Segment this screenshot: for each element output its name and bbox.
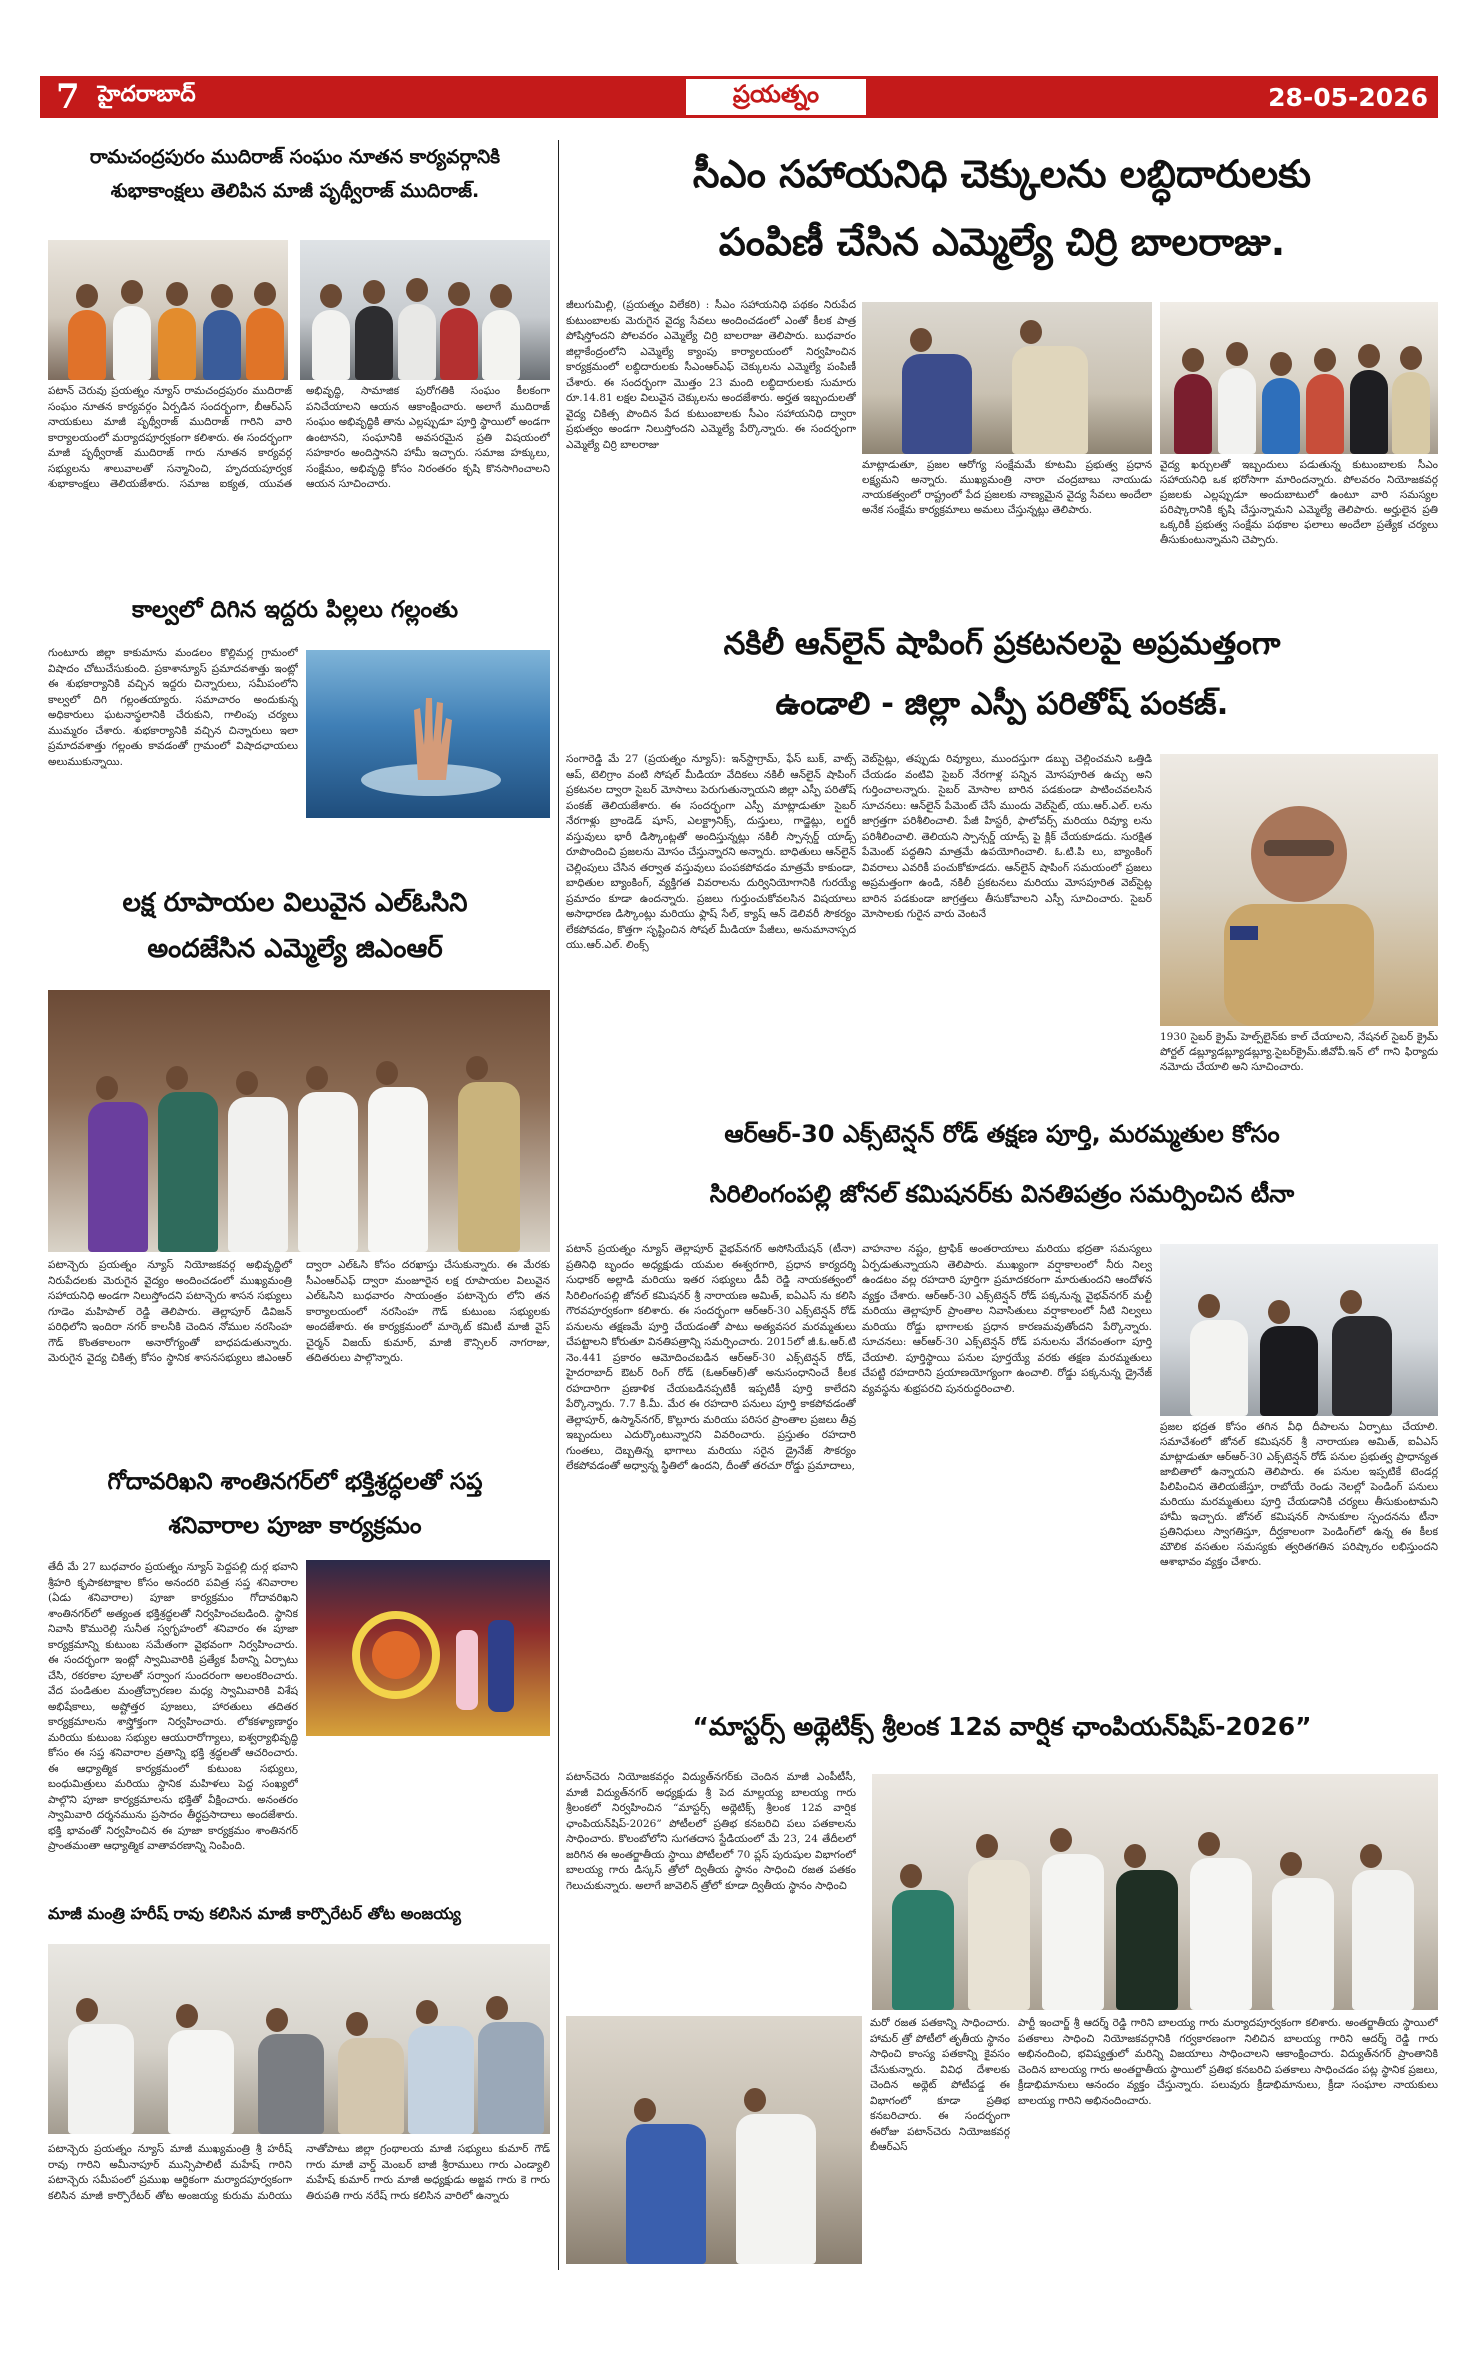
hand-in-water-illustration bbox=[306, 650, 550, 818]
saturday-headline bbox=[40, 1460, 550, 1552]
saturday-pooja-photo bbox=[306, 1560, 550, 1736]
rr30-headline-line1: ఆర్ఆర్-30 ఎక్స్‌టెన్షన్ రోడ్ తక్షణ పూర్తి, మరమ్మతుల కోసం bbox=[724, 1120, 1280, 1148]
masters-headline: “మాస్టర్స్ అథ్లెటిక్స్ శ్రీలంక 12వ వార్షిక ఛాంపియన్‌షిప్-2026” bbox=[692, 1712, 1312, 1741]
lead-photo-2 bbox=[1160, 302, 1438, 454]
mudiraj-headline-line1: రామచంద్రపురం ముదిరాజ్ సంఘం నూతన కార్యవర్గానికి bbox=[89, 146, 501, 168]
column-divider bbox=[558, 140, 559, 2270]
rr30-photo bbox=[1160, 1244, 1438, 1416]
lead-caption-left: మాట్లాడుతూ, ప్రజల ఆరోగ్య సంక్షేమమే కూటమి ప్రభుత్వ ప్రధాన లక్ష్యమని అన్నారు. ముఖ్యమంత్రి నారా చంద్రబాబు నాయుడు నాయకత్వంలో రాష్ట్రంలో పేద ప్రజలకు నాణ్యమైన వైద్య సేవలు అందేలా అనేక సంక్షేమ కార్యక్రమాలు అమలు చేస్తున్నట్లు తెలిపారు. bbox=[862, 459, 1152, 516]
mudiraj-headline-line2: శుభాకాంక్షలు తెలిపిన మాజీ పృథ్వీరాజ్ ముదిరాజ్. bbox=[110, 180, 480, 202]
fake-shopping-body-col1: సంగారెడ్డి మే 27 (ప్రయత్నం న్యూస్): ఇన్‌స్టాగ్రామ్, ఫేస్ బుక్, వాట్స్ ఆప్, టెలిగ్రాం వంటి సోషల్ మీడియా వేదికలు నకిలీ ఆన్‌లైన్ షాపింగ్ ప్రకటనల ద్వారా సైబర్ మోసాలు పెరుగుతున్నాయని జిల్లా ఎస్పీ పరితోష్ పంకజ్ తెలియజేశారు. ఈ సందర్భంగా ఎస్పీ మాట్లాడుతూ సైబర్ నేరగాళ్లు బ్రాండెడ్ షూస్, ఎలక్ట్రానిక్స్, దుస్తులు, గాడ్జెట్లు, లగ్జరీ వస్తువులు భారీ డిస్కౌంట్లతో అందిస్తున్నట్లు నకిలీ స్పాన్సర్డ్ యాడ్స్ రూపొందించి ప్రజలను మోసం చేస్తున్నారని అన్నారు. బాధితులు ఆన్‌లైన్ చెల్లింపులు చేసిన తర్వాత వస్తువులు పంపకపోవడం మాత్రమే కాకుండా, బాధితుల బ్యాంకింగ్, వ్యక్తిగత వివరాలను దుర్వినియోగానికి గురయ్యే ప్రమాదం కూడా ఉందన్నారు. ప్రజలు గుర్తుంచుకోవలసిన విషయాలు అసాధారణ డిస్కౌంట్లు మరియు ఫ్లాష్ సేల్, క్యాష్ ఆన్ డెలివరీ సౌకర్యం లేకపోవడం, కొత్తగా సృష్టించిన సోషల్ మీడియా పేజీలు, అనుమానాస్పద యు.ఆర్.ఎల్. లింక్స్ bbox=[566, 753, 856, 951]
drowning-photo bbox=[306, 650, 550, 818]
harish-caption: పటాన్చెరు ప్రయత్నం న్యూస్ మాజీ ముఖ్యమంత్రి శ్రీ హరీష్ రావు గారిని అమీనాపూర్ మున్సిపాలిటీ మహేష్ గారిని పటాన్చెరు సమీపంలో ప్రముఖ ఆర్థికంగా మర్యాదపూర్వకంగా కలిసిన మాజీ కార్పొరేటర్ తోట అంజయ్య కురుమ మరియు నాతోపాటు జిల్లా గ్రంథాలయ మాజీ సభ్యులు కుమార్ గౌడ్ గారు మాజీ వార్డ్ మెంబర్ బాజీ శ్రీరాములు గారు ఎండ్యాలి మహేష్ కుమార్ గారు మాజీ అధ్యక్షుడు అజ్జవ గారు కె గారు తిరుపతి గారు నరేష్ గారు కలిసిన వారిలో ఉన్నారు bbox=[48, 2143, 550, 2202]
lead-caption-right: వైద్య ఖర్చులతో ఇబ్బందులు పడుతున్న కుటుంబాలకు సీఎం సహాయనిధి ఒక భరోసాగా మారిందన్నారు. పోలవరం నియోజకవర్గ ప్రజలకు ఎల్లప్పుడూ అందుబాటులో ఉంటూ వారి సమస్యల పరిష్కారానికి కృషి చేస్తున్నామని ఎమ్మెల్యే తెలిపారు. అర్హులైన ప్రతి ఒక్కరికీ ప్రభుత్వ సంక్షేమ పథకాల ఫలాలు అందేలా ప్రత్యేక చర్యలు తీసుకుంటున్నామని చెప్పారు. bbox=[1160, 459, 1438, 546]
fake-shopping-caption: 1930 సైబర్ క్రైమ్ హెల్ప్‌లైన్‌కు కాల్ చేయాలని, నేషనల్ సైబర్ క్రైమ్ పోర్టల్ డబ్ల్యూడబ్ల్యూడబ్ల్యూ.సైబర్‌క్రైమ్.జీవోవీ.ఇన్ లో గాని ఫిర్యాదు నమోదు చేయాలి అని సూచించారు. bbox=[1160, 1031, 1438, 1073]
sp-portrait-photo bbox=[1160, 754, 1438, 1026]
police-officer-illustration bbox=[1160, 754, 1438, 1026]
lakh-loc-headline-line2: అందజేసిన ఎమ్మెల్యే జిఎంఆర్ bbox=[147, 934, 443, 964]
fake-shopping-headline-line2: ఉండాలి - జిల్లా ఎస్పీ పరితోష్ పంకజ్. bbox=[775, 686, 1229, 722]
lead-headline-line1: సీఎం సహాయనిధి చెక్కులను లబ్ధిదారులకు bbox=[692, 152, 1312, 196]
city-label: హైదరాబాద్ bbox=[97, 82, 196, 107]
saturday-headline-line2: శనివారాల పూజా కార్యక్రమం bbox=[168, 1513, 422, 1539]
rr30-headline bbox=[566, 1104, 1438, 1234]
mudiraj-photo-1 bbox=[48, 240, 288, 380]
pooja-altar-illustration bbox=[306, 1560, 550, 1736]
lead-body: జీలుగుమిల్లి, (ప్రయత్నం విలేకరి) : సీఎం సహాయనిధి పథకం నిరుపేద కుటుంబాలకు మెరుగైన వైద్య సేవలు అందించడంలో ఎంతో కీలక పాత్ర పోషిస్తోందని పోలవరం ఎమ్మెల్యే చిర్రి బాలరాజు తెలిపారు. బుధవారం జిల్లాకేంద్రంలోని ఎమ్మెల్యే క్యాంపు కార్యాలయంలో నిర్వహించిన కార్యక్రమంలో లబ్ధిదారులకు సీఎంఆర్ఎఫ్ చెక్కులను ఎమ్మెల్యే పంపిణీ చేశారు. ఈ సందర్భంగా మొత్తం 23 మంది లబ్ధిదారులకు సుమారు రూ.14.81 లక్షల విలువైన చెక్కులను అందజేశారు. అర్హత ఇబ్బందులతో వైద్య చికిత్స పొందిన పేద కుటుంబాలకు సీఎం సహాయనిధి ద్వారా ప్రభుత్వం అండగా నిలుస్తోందని ఎమ్మెల్యే పేర్కొన్నారు. ఈ సందర్భంగా ఎమ్మెల్యే చిర్రి బాలరాజు bbox=[566, 299, 856, 451]
lead-headline bbox=[566, 140, 1438, 290]
harish-headline: మాజీ మంత్రి హరీష్ రావు కలిసిన మాజీ కార్పొరేటర్ తోట అంజయ్య bbox=[48, 1904, 461, 1923]
lead-photo-1 bbox=[862, 302, 1152, 454]
paper-name: ప్రయత్నం bbox=[686, 79, 866, 115]
page-number: 7 bbox=[56, 77, 80, 117]
lakh-loc-headline-line1: లక్ష రూపాయల విలువైన ఎల్ఓసిని bbox=[122, 888, 468, 918]
rr30-body-col1: పటాన్ ప్రయత్నం న్యూస్ తెల్లాపూర్ వైభవ్‌నగర్ అసోసియేషన్ (టీనా) ప్రతినిధి బృందం అధ్యక్షుడు యమల ఈశ్వరగారి, ప్రధాన కార్యదర్శి సుధాకర్ అల్లాడి మరియు ఇతర సభ్యులు డీవీ రెడ్డి నాయకత్వంలో సిరిలింగంపల్లి జోనల్ కమిషనర్ శ్రీ నారాయణ అమిత్, ఐఏఎస్ ను కలిసి గౌరవపూర్వకంగా కలిశారు. ఈ సందర్భంగా ఆర్ఆర్-30 ఎక్స్‌టెన్షన్ రోడ్ పనులను తక్షణమే పూర్తి చేయడంతో పాటు అత్యవసర మరమ్మతులు చేపట్టాలని కోరుతూ వినతిపత్రాన్ని సమర్పించారు. 2015లో జీ.ఓ.ఆర్.టి నెం.441 ప్రకారం ఆమోదించబడిన ఆర్ఆర్-30 ఎక్స్‌టెన్షన్ రోడ్, హైదరాబాద్ ఔటర్ రింగ్ రోడ్ (ఓఆర్ఆర్)తో అనుసంధానించే కీలక రహదారిగా ప్రణాళిక చేయబడినప్పటికీ ఇప్పటికీ పూర్తి కాలేదని పేర్కొన్నారు. 7.7 కి.మీ. మేర ఈ రహదారి పనులు పూర్తి కాకపోవడంతో తెల్లాపూర్, ఉస్మాన్‌నగర్, కొల్లూరు మరియు పరిసర ప్రాంతాల ప్రజలు తీవ్ర ఇబ్బందులు ఎదుర్కొంటున్నారని వివరించారు. ప్రస్తుతం రహదారి గుంతలు, దెబ్బతిన్న భాగాలు మరియు సరైన డ్రైనేజ్ సౌకర్యం లేకపోవడంతో అధ్వాన్న స్థితిలో ఉందని, దీంతో తరచూ రోడ్డు ప్రమాదాలు, bbox=[566, 1243, 856, 1472]
masters-body-col2: మరో రజత పతకాన్ని సాధించారు. హామర్ త్రో పోటీలో తృతీయ స్థానం సాధించి కాంస్య పతకాన్ని కైవసం చేసుకున్నారు. వివిధ దేశాలకు చెందిన అథ్లెట్ పోటీపడ్డ ఈ విభాగంలో కూడా ప్రతిభ కనబరిచారు. ఈ సందర్భంగా ఈరోజు పటాన్‌చెరు నియోజకవర్గ బీఆర్ఎస్ bbox=[870, 2017, 1010, 2153]
mudiraj-headline bbox=[40, 140, 550, 230]
masters-body-col3: పార్టీ ఇంచార్జ్ శ్రీ ఆదర్శ్ రెడ్డి గారిని బాలయ్య గారు మర్యాదపూర్వకంగా కలిశారు. అంతర్జాతీయ స్థాయిలో పతకాలు సాధించి నియోజకవర్గానికి గర్వకారణంగా నిలిచిన బాలయ్య గారిని ఆదర్శ్ రెడ్డి గారు అభినందించి, భవిష్యత్తులో మరిన్ని విజయాలు సాధించాలని ఆకాంక్షించారు. విద్యుత్‌నగర్ ప్రాంతానికి చెందిన బాలయ్య గారు అంతర్జాతీయ స్థాయిలో ప్రతిభ కనబరిచి పతకాలు సాధించడం పట్ల స్థానిక ప్రజలు, క్రీడాభిమానులు ఆనందం వ్యక్తం చేస్తున్నారు. పలువురు క్రీడాభిమానులు, క్రీడా సంఘాల నాయకులు బాలయ్య గారిని అభినందించారు. bbox=[1018, 2017, 1438, 2107]
drowning-headline: కాల్వలో దిగిన ఇద్దరు పిల్లలు గల్లంతు bbox=[131, 597, 459, 623]
lead-headline-line2: పంపిణీ చేసిన ఎమ్మెల్యే చిర్రి బాలరాజు. bbox=[718, 220, 1286, 264]
masters-photo-1 bbox=[872, 1774, 1438, 2010]
mudiraj-body: పటాన్ చెరువు ప్రయత్నం న్యూస్ రామచంద్రపురం ముదిరాజ్ సంఘం నూతన కార్యవర్గం ఏర్పడిన సందర్భంగా, బీఆర్ఎస్ నాయకులు మాజీ పృథ్వీరాజ్ ముదిరాజ్ గారిని వారి కార్యాలయంలో మర్యాదపూర్వకంగా కలిశారు. ఈ సందర్భంగా మాజీ పృథ్వీరాజ్ ముదిరాజ్ గారు నూతన కార్యవర్గ సభ్యులను శాలువాలతో సన్మానించి, హృదయపూర్వక శుభాకాంక్షలు తెలియజేశారు. సమాజ ఐక్యత, యువత అభివృద్ధి, సామాజిక పురోగతికి సంఘం కీలకంగా పనిచేయాలని ఆయన ఆకాంక్షించారు. అలాగే ముదిరాజ్ సంఘం అభివృద్ధికి తాను ఎల్లప్పుడూ పూర్తి స్థాయిలో అండగా ఉంటానని, సంఘానికి అవసరమైన ప్రతి విషయంలో సహకారం అందిస్తానని హామీ ఇచ్చారు. సమాజ హక్కులు, సంక్షేమం, అభివృద్ధి కోసం నిరంతరం కృషి కొనసాగించాలని ఆయన సూచించారు. bbox=[48, 385, 550, 490]
rr30-body-col2: వాహనాల నష్టం, ట్రాఫిక్ అంతరాయాలు మరియు భద్రతా సమస్యలు ఏర్పడుతున్నాయని తెలిపారు. ముఖ్యంగా వర్షాకాలంలో నీరు నిల్వ ఉండటం వల్ల రహదారి పూర్తిగా ప్రమాదకరంగా మారుతుందని ఆందోళన వ్యక్తం చేశారు. ఆర్ఆర్-30 ఎక్స్‌టెన్షన్ రోడ్ పక్కనున్న వైభవ్‌నగర్ మల్టీ మరియు తెల్లాపూర్ ప్రాంతాల నివాసితులు వర్షాకాలంలో నీటి నిల్వలు మరియు రోడ్డు భాగాలకు ప్రధాన కారణమవుతోందని పేర్కొన్నారు. సూచనలు: ఆర్ఆర్-30 ఎక్స్‌టెన్షన్ రోడ్ పనులను వేగవంతంగా పూర్తి చేయాలి. పూర్తిస్థాయి పనుల పూర్తయ్యే వరకు తక్షణ మరమ్మతులు చేపట్టి రహదారిని ప్రయాణయోగ్యంగా ఉంచాలి. రోడ్డు పక్కనున్న డ్రైనేజ్ వ్యవస్థను శుభ్రపరచి పునరుద్ధరించాలి. bbox=[862, 1243, 1152, 1395]
saturday-body: తేదీ మే 27 బుధవారం ప్రయత్నం న్యూస్ పెద్దపల్లి దుర్గ భవాని శ్రీహరి కృపాకటాక్షాల కోసం అనందరి పవిత్ర సప్త శనివారాల (ఏడు శనివారాల) పూజా కార్యక్రమం గోదావరిఖని శాంతినగర్‌లో అత్యంత భక్తిశ్రద్ధలతో నిర్వహించబడింది. స్థానిక నివాసి కొమురెల్లి సునీత స్వగృహంలో శనివారం ఈ పూజా కార్యక్రమాన్ని కుటుంబ సమేతంగా వైభవంగా నిర్వహించారు. ఈ సందర్భంగా ఇంట్లో స్వామివారికి ప్రత్యేక పీఠాన్ని ఏర్పాటు చేసి, రకరకాల పూలతో సర్వాంగ సుందరంగా అలంకరించారు. వేద పండితుల మంత్రోచ్చారణల మధ్య స్వామివారికి విశేష అభిషేకాలు, అష్టోత్తర పూజలు, హారతులు తదితర కార్యక్రమాలను శాస్త్రోక్తంగా నిర్వహించారు. లోకకళ్యాణార్థం మరియు కుటుంబ సభ్యుల ఆయురారోగ్యాలు, ఐశ్వర్యాభివృద్ధి కోసం ఈ సప్త శనివారాల వ్రతాన్ని భక్తి శ్రద్ధలతో ఆచరించారు. ఈ ఆధ్యాత్మిక కార్యక్రమంలో కుటుంబ సభ్యులు, బంధుమిత్రులు మరియు స్థానిక మహిళలు పెద్ద సంఖ్యలో పాల్గొని పూజా కార్యక్రమాలను భక్తితో వీక్షించారు. అనంతరం స్వామివారి దర్శనమును ప్రసాదం తీర్థప్రసాదాలు అందజేశారు. భక్తి భావంతో నిర్వహించిన ఈ పూజా కార్యక్రమం శాంతినగర్ ప్రాంతమంతా ఆధ్యాత్మిక వాతావరణాన్ని నింపింది. bbox=[48, 1561, 298, 1852]
fake-shopping-body-col2: వెబ్‌సైట్లు, తప్పుడు రివ్యూలు, ముందస్తుగా డబ్బు చెల్లించమని ఒత్తిడి చేయడం వంటివి సైబర్ నేరగాళ్ల పన్నిన మోసపూరిత ఉచ్చు అని గుర్తించాలన్నారు. సైబర్ మోసాల బారిన పడకుండా పాటించవలసిన సూచనలు: ఆన్‌లైన్ పేమెంట్ చేసే ముందు వెబ్‌సైట్, యు.ఆర్.ఎల్. లను జాగ్రత్తగా పరిశీలించాలి. పేజీ హిస్టరీ, ఫాలోవర్స్ మరియు రివ్యూ లను పరిశీలించాలి. తెలియని స్పాన్సర్డ్ యాడ్స్ పై క్లిక్ చేయకూడదు. సురక్షిత పేమెంట్ పద్ధతిని మాత్రమే ఉపయోగించాలి. ఓ.టి.పి లు, బ్యాంకింగ్ వివరాలు ఎవరికీ పంచుకోకూడదు. ఆన్‌లైన్ షాపింగ్ సమయంలో ప్రజలు అప్రమత్తంగా ఉండి, నకిలీ ప్రకటనలు మరియు మోసపూరిత వెబ్‌సైట్ల బారిన పడకుండా జాగ్రత్తలు తీసుకోవాలని ఎస్పీ సూచించారు. సైబర్ మోసాలకు గురైన వారు వెంటనే bbox=[862, 753, 1152, 920]
lakh-loc-headline bbox=[40, 880, 550, 980]
fake-shopping-headline-line1: నకిలీ ఆన్‌లైన్ షాపింగ్ ప్రకటనలపై అప్రమత్తంగా bbox=[723, 626, 1281, 662]
issue-date: 28-05-2026 bbox=[1268, 82, 1428, 112]
lakh-loc-photo bbox=[48, 990, 550, 1252]
drowning-body: గుంటూరు జిల్లా కాకుమాను మండలం కొల్లిమర్ల గ్రామంలో విషాదం చోటుచేసుకుంది. ప్రకాశాన్యూస్ ప్రమాదవశాత్తు ఇంట్లో ఈ శుభకార్యానికి వచ్చిన ఇద్దరు చిన్నారులు, సమీపంలోని కాల్వలో దిగి గల్లంతయ్యారు. సమాచారం అందుకున్న అధికారులు ఘటనాస్థలానికి చేరుకుని, గాలింపు చర్యలు ముమ్మరం చేశారు. శుభకార్యానికి వచ్చిన చిన్నారులు ఇలా ప్రమాదవశాత్తు గల్లంతు కావడంతో గ్రామంలో విషాదఛాయలు అలుముకున్నాయి. bbox=[48, 647, 298, 768]
fake-shopping-headline bbox=[566, 614, 1438, 744]
lakh-loc-body: పటాన్చెరు ప్రయత్నం న్యూస్ నియోజకవర్గ అభివృద్ధిలో నిరుపేదలకు మెరుగైన వైద్యం అందించడంలో ముఖ్యమంత్రి సహాయనిధి అండగా నిలుస్తోందని పటాన్చెరు శాసన సభ్యులు గూడెం మహిపాల్ రెడ్డి తెలిపారు. తెల్లాపూర్ డివిజన్ పరిధిలోని ఇందిరా నగర్ కాలనీకి చెందిన నోముల నరసింహ గౌడ్ కొంతకాలంగా అనారోగ్యంతో బాధపడుతున్నారు. మెరుగైన వైద్య చికిత్స కోసం స్థానిక శాసనసభ్యులు జిఎంఆర్ ద్వారా ఎల్ఓసి కోసం దరఖాస్తు చేసుకున్నారు. ఈ మేరకు సీఎంఆర్ఎఫ్ ద్వారా మంజూరైన లక్ష రూపాయల విలువైన ఎల్ఓసిని బుధవారం సాయంత్రం పటాన్చెరు లోని తన కార్యాలయంలో నరసింహ గౌడ్ కుటుంబ సభ్యులకు అందజేశారు. ఈ కార్యక్రమంలో మార్కెట్ కమిటీ మాజీ వైస్ చైర్మన్ విజయ్ కుమార్, మాజీ కౌన్సిలర్ నాగరాజు, తదితరులు పాల్గొన్నారు. bbox=[48, 1259, 550, 1364]
mudiraj-photo-2 bbox=[300, 240, 550, 380]
masters-photo-2 bbox=[566, 2016, 862, 2264]
saturday-headline-line1: గోదావరిఖని శాంతినగర్‌లో భక్తిశ్రద్ధలతో సప్త bbox=[107, 1469, 483, 1495]
rr30-headline-line2: సిరిలింగంపల్లి జోనల్ కమిషనర్‌కు వినతిపత్రం సమర్పించిన టీనా bbox=[709, 1180, 1295, 1208]
rr30-caption: ప్రజల భద్రత కోసం తగిన వీధి దీపాలను ఏర్పాటు చేయాలి. సమావేశంలో జోనల్ కమిషనర్ శ్రీ నారాయణ అమిత్, ఐఏఎస్ మాట్లాడుతూ ఆర్ఆర్-30 ఎక్స్‌టెన్షన్ రోడ్ పనుల ప్రభుత్వ ప్రాధాన్యత జాబితాలో ఉన్నాయని తెలిపారు. ఈ పనుల ఇప్పటికే టెండర్ల పిలిపించిన తెలియజేస్తూ, రాబోయే రెండు నెలల్లో పెండింగ్ పనులు మరియు మరమ్మతులు పూర్తి చేయడానికి చర్యలు తీసుకుంటామని హామీ ఇచ్చారు. జోనల్ కమిషనర్ సానుకూల స్పందనను టీనా ప్రతినిధులు స్వాగతిస్తూ, దీర్ఘకాలంగా పెండింగ్‌లో ఉన్న ఈ కీలక మౌలిక వసతుల సమస్యకు త్వరితగతిన పరిష్కారం లభిస్తుందని ఆశాభావం వ్యక్తం చేశారు. bbox=[1160, 1421, 1438, 1568]
masters-body: పటాన్‌చెరు నియోజకవర్గం విద్యుత్‌నగర్‌కు చెందిన మాజీ ఎంపీటీసీ, మాజీ విద్యుత్‌నగర్ అధ్యక్షుడు శ్రీ పెద మాల్లయ్య బాలయ్య గారు శ్రీలంకలో నిర్వహించిన “మాస్టర్స్ అథ్లెటిక్స్ శ్రీలంక 12వ వార్షిక ఛాంపియన్‌షిప్-2026” పోటీలలో ప్రతిభ కనబరిచి పలు పతకాలను సాధించారు. కొలంబోలోని సుగతదాస స్టేడియంలో మే 23, 24 తేదీలలో జరిగిన ఈ అంతర్జాతీయ స్థాయి పోటీలలో 70 ప్లస్ పురుషుల విభాగంలో బాలయ్య గారు డిస్కస్ త్రోలో ద్వితీయ స్థానం సాధించి రజత పతకం గెలుచుకున్నారు. అలాగే జావెలిన్ త్రోలో కూడా ద్వితీయ స్థానం సాధించి bbox=[566, 1771, 856, 1892]
harish-photo bbox=[48, 1944, 550, 2134]
masthead-bar bbox=[40, 76, 1438, 118]
